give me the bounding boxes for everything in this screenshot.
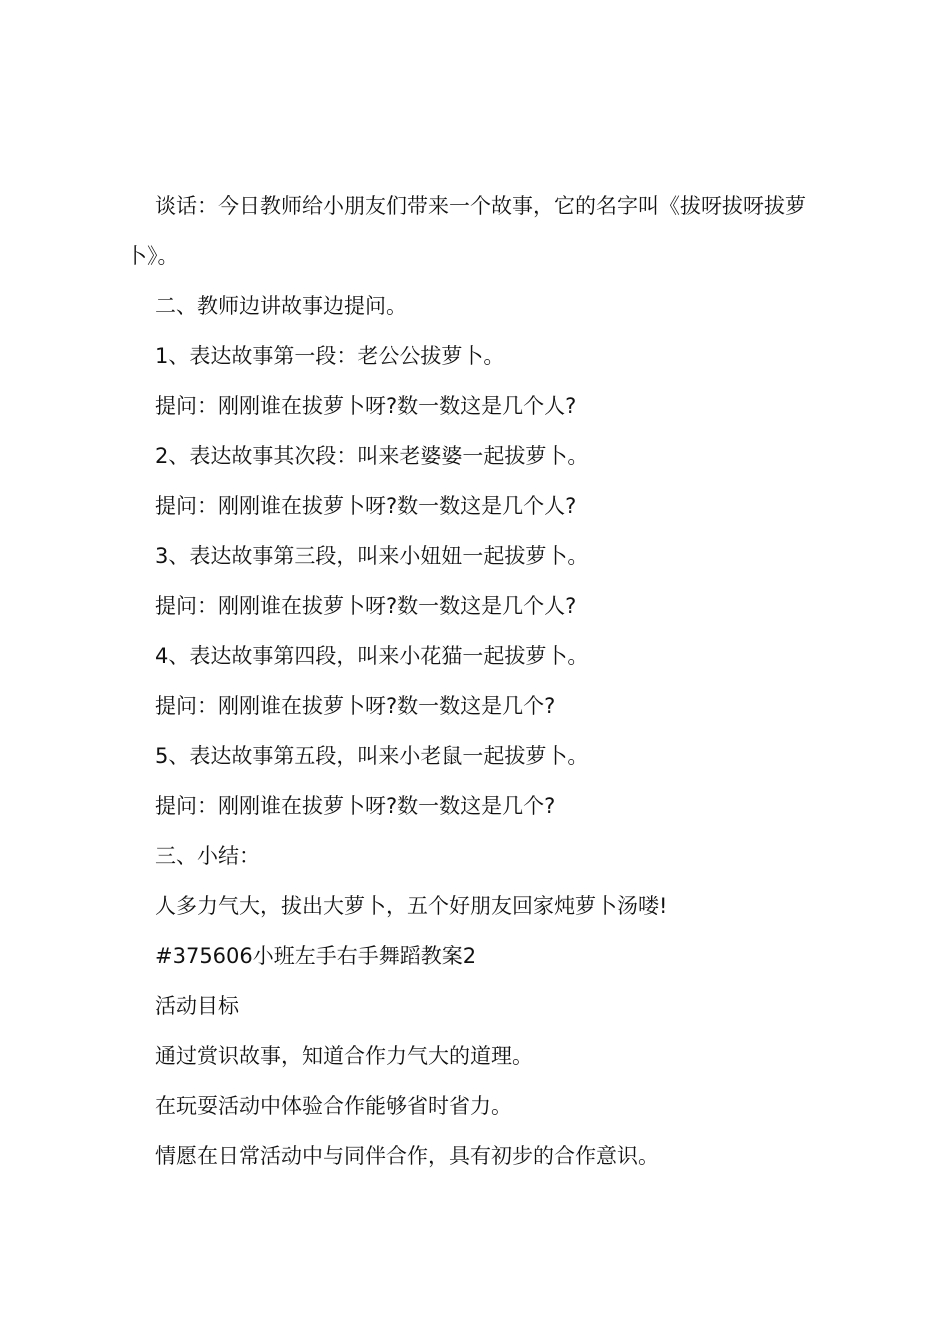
objective-2: 在玩耍活动中体验合作能够省时省力。 [155,1094,512,1118]
story-step-1: 1、表达故事第一段：老公公拔萝卜。 [155,344,505,368]
question-2: 提问：刚刚谁在拔萝卜呀?数一数这是几个人? [155,494,577,518]
objective-1: 通过赏识故事，知道合作力气大的道理。 [155,1044,533,1068]
section-heading-3: 三、小结： [155,844,260,868]
story-step-4: 4、表达故事第四段，叫来小花猫一起拔萝卜。 [155,644,589,668]
question-3: 提问：刚刚谁在拔萝卜呀?数一数这是几个人? [155,594,577,618]
paragraph-intro-talk: 谈话：今日教师给小朋友们带来一个故事，它的名字叫《拔呀拔呀拔萝卜》。 [126,194,806,268]
summary-text: 人多力气大，拔出大萝卜，五个好朋友回家炖萝卜汤喽! [155,894,668,918]
lesson-plan-title: #375606小班左手右手舞蹈教案2 [155,944,477,968]
question-5: 提问：刚刚谁在拔萝卜呀?数一数这是几个? [155,794,556,818]
story-step-2: 2、表达故事其次段：叫来老婆婆一起拔萝卜。 [155,444,589,468]
document-body [126,181,836,1181]
objective-3: 情愿在日常活动中与同伴合作，具有初步的合作意识。 [155,1144,659,1168]
question-1: 提问：刚刚谁在拔萝卜呀?数一数这是几个人? [155,394,577,418]
question-4: 提问：刚刚谁在拔萝卜呀?数一数这是几个? [155,694,556,718]
story-step-3: 3、表达故事第三段，叫来小妞妞一起拔萝卜。 [155,544,589,568]
objectives-heading: 活动目标 [155,994,239,1018]
section-heading-2: 二、教师边讲故事边提问。 [155,294,407,318]
story-step-5: 5、表达故事第五段，叫来小老鼠一起拔萝卜。 [155,744,589,768]
